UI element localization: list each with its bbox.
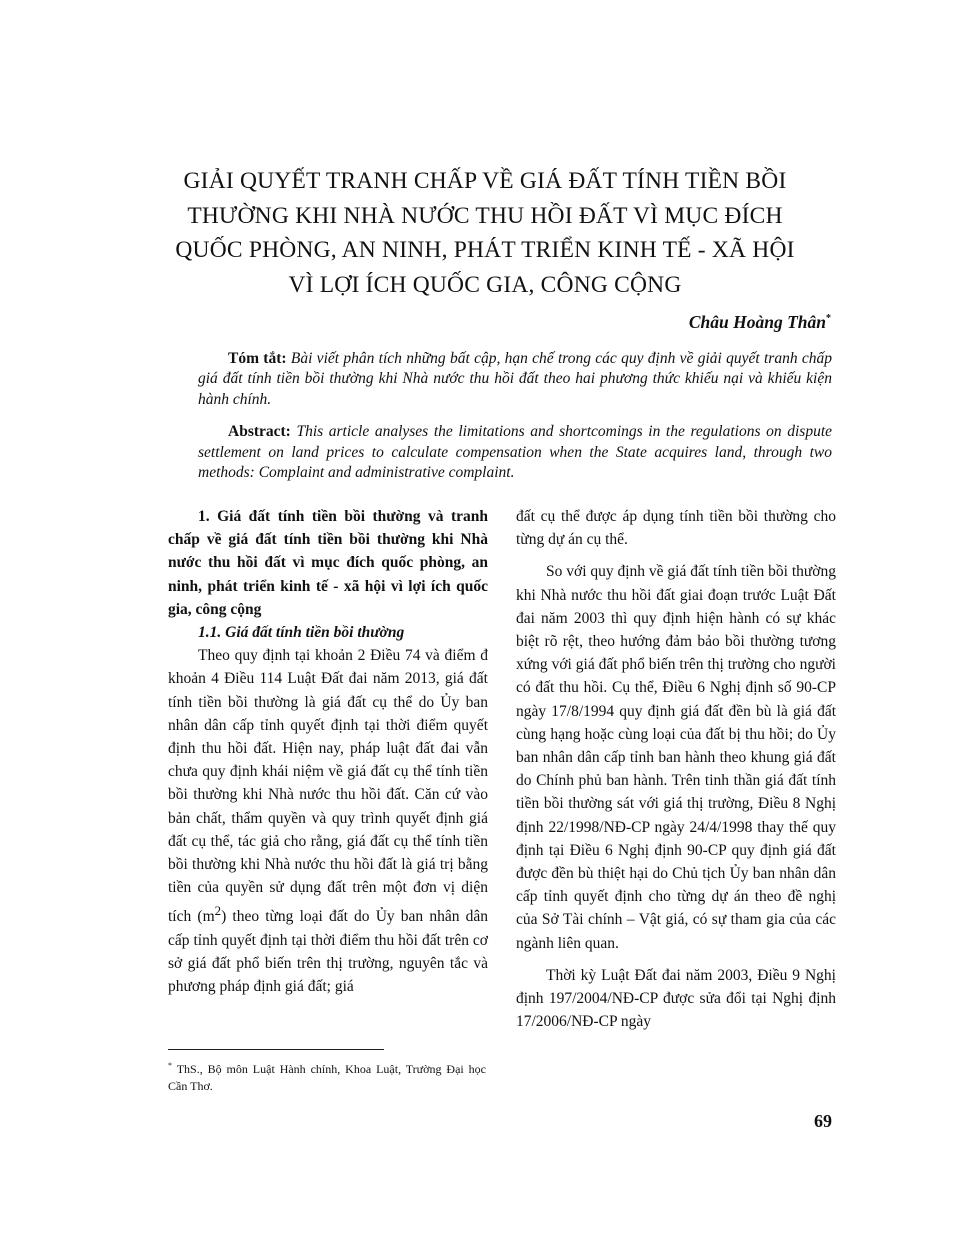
summary-en-text: This article analyses the limitations and shortcomings in the regulations on dispute settlement on land prices to calculate compensation when the State acquires land, through two methods: Complaint and administrative complaint. [198, 423, 832, 482]
unit-label: (m [197, 908, 215, 926]
left-paragraph-1 [168, 644, 488, 998]
right-paragraph-1: So với quy định về giá đất tính tiền bồi thường khi Nhà nước thu hồi đất giai đoạn trước Luật Đất đai năm 2003 thì quy định hiện hành có sự khác biệt rõ rệt, theo hướng đảm bảo bồi thường tương xứng với giá đất phổ biến trên thị trường cho người có đất thu hồi. Cụ thể, Điều 6 Nghị định số 90-CP ngày 17/8/1994 quy định giá đất đền bù là giá đất cùng hạng hoặc cùng loại của đất bị thu hồi; do Ủy ban nhân dân cấp tỉnh ban hành theo khung giá đất do Chính phủ ban hành. Trên tinh thần giá đất tính tiền bồi thường sát với giá thị trường, Điều 8 Nghị định 22/1998/NĐ-CP ngày 24/4/1998 thay thế quy định tại Điều 6 Nghị định 90-CP quy định giá đất được đền bù thiệt hại do Chủ tịch Ủy ban nhân dân cấp tỉnh quyết định cho từng dự án theo đề nghị của Sở Tài chính – Vật giá, có sự tham gia của các ngành liên quan. [516, 563, 836, 952]
section-heading: 1. Giá đất tính tiền bồi thường và tranh chấp về giá đất tính tiền bồi thường khi Nhà nước thu hồi đất vì mục đích quốc phòng, an ninh, phát triển kinh tế - xã hội vì lợi ích quốc gia, công cộng [168, 508, 488, 618]
footnote-mark: * [168, 1061, 172, 1070]
title-line-2: THƯỜNG KHI NHÀ NƯỚC THU HỒI ĐẤT VÌ MỤC ĐÍCH [187, 202, 783, 229]
left-column [168, 505, 488, 998]
left-paragraph-1-text: Theo quy định tại khoản 2 Điều 74 và điểm đ khoản 4 Điều 114 Luật Đất đai năm 2013, giá đất tính tiền bồi thường là giá đất cụ thể do Ủy ban nhân dân cấp tỉnh quyết định tại thời điểm quyết định thu hồi đất. Hiện nay, pháp luật đất đai vẫn chưa quy định khái niệm về giá đất cụ thể tính tiền bồi thường khi Nhà nước thu hồi đất. Căn cứ vào bản chất, thẩm quyền và quy trình quyết định giá đất cụ thể, tác giả cho rằng, giá đất cụ thể tính tiền bồi thường khi Nhà nước thu hồi đất là giá trị bằng tiền của quyền sử dụng đất trên một đơn vị diện tích [168, 647, 488, 926]
left-paragraph-1-rest: ) theo từng loại đất do Ủy ban nhân dân cấp tỉnh quyết định tại thời điểm thu hồi đất trên cơ sở giá đất phổ biến trên thị trường, nguyên tắc và phương pháp định giá đất; giá [168, 908, 488, 996]
author-name [689, 312, 831, 333]
author-name-text: Châu Hoàng Thân [688, 312, 826, 332]
subsection-heading: 1.1. Giá đất tính tiền bồi thường [198, 624, 405, 642]
right-column [516, 505, 836, 1033]
summary-english [198, 422, 832, 483]
page-number: 69 [814, 1111, 832, 1131]
summary-en-label: Abstract: [228, 423, 291, 441]
footnote-text: ThS., Bộ môn Luật Hành chính, Khoa Luật, Trường Đại học Cần Thơ. [168, 1062, 486, 1093]
right-paragraph-continued: đất cụ thể được áp dụng tính tiền bồi thường cho từng dự án cụ thể. [516, 508, 836, 549]
summary-vi-label: Tóm tắt: [228, 350, 287, 367]
unit-superscript: 2 [214, 903, 222, 919]
summary-vietnamese [198, 349, 832, 410]
title-line-4: VÌ LỢI ÍCH QUỐC GIA, CÔNG CỘNG [288, 271, 682, 298]
article-title [150, 164, 820, 302]
title-line-3: QUỐC PHÒNG, AN NINH, PHÁT TRIỂN KINH TẾ - XÃ HỘI [175, 237, 795, 263]
footnote-rule [168, 1049, 384, 1050]
summary-vi-text: Bài viết phân tích những bất cập, hạn chế trong các quy định về giải quyết tranh chấp giá đất tính tiền bồi thường khi Nhà nước thu hồi đất theo hai phương thức khiếu nại và khiếu kiện hành chính. [198, 350, 833, 408]
title-line-1: GIẢI QUYẾT TRANH CHẤP VỀ GIÁ ĐẤT TÍNH TIỀN BỒI [183, 168, 787, 194]
author-footnote-mark: * [826, 313, 831, 325]
right-paragraph-2: Thời kỳ Luật Đất đai năm 2003, Điều 9 Nghị định 197/2004/NĐ-CP được sửa đổi tại Nghị định 17/2006/NĐ-CP ngày [516, 966, 836, 1031]
footnote [168, 1057, 486, 1095]
abstract-block [198, 349, 832, 483]
